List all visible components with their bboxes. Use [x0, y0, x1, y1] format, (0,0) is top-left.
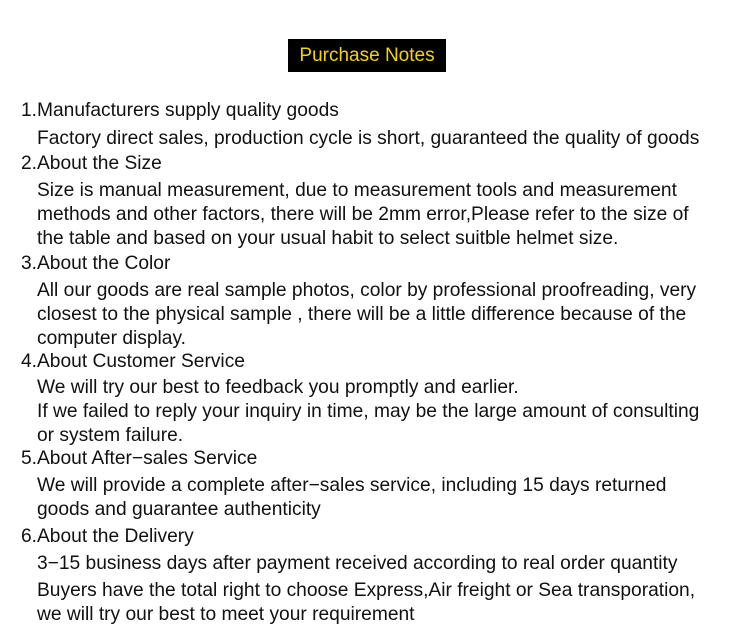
section-text-line: 3−15 business days after payment received according to real order quantity: [37, 553, 678, 574]
section-text-line: We will try our best to feedback you promptly and earlier.: [37, 377, 519, 398]
section-heading: 1.Manufacturers supply quality goods: [21, 100, 339, 121]
section-heading: 4.About Customer Service: [21, 351, 245, 372]
section-heading: 6.About the Delivery: [21, 526, 194, 547]
section-text-line: goods and guarantee authenticity: [37, 499, 321, 520]
section-text-line: All our goods are real sample photos, color by professional proofreading, very: [37, 280, 697, 301]
section-text-line: Buyers have the total right to choose Express,Air freight or Sea transporation,: [37, 580, 696, 601]
page-title: Purchase Notes: [288, 39, 446, 72]
section-heading: 2.About the Size: [21, 153, 162, 174]
section-text-line: If we failed to reply your inquiry in time, may be the large amount of consulting: [37, 401, 700, 422]
section-text-line: or system failure.: [37, 425, 184, 446]
section-text-line: the table and based on your usual habit to select suitble helmet size.: [37, 228, 619, 249]
section-text-line: Factory direct sales, production cycle is short, guaranteed the quality of goods: [37, 128, 700, 149]
section-text-line: methods and other factors, there will be 2mm error,Please refer to the size of: [37, 204, 689, 225]
section-heading: 5.About After−sales Service: [21, 448, 258, 469]
section-text-line: closest to the physical sample , there will be a little difference because of the: [37, 304, 687, 325]
section-text-line: computer display.: [37, 328, 186, 349]
section-text-line: Size is manual measurement, due to measurement tools and measurement: [37, 180, 677, 201]
section-text-line: We will provide a complete after−sales service, including 15 days returned: [37, 475, 667, 496]
section-text-line: we will try our best to meet your requirement: [37, 604, 415, 625]
section-heading: 3.About the Color: [21, 253, 171, 274]
